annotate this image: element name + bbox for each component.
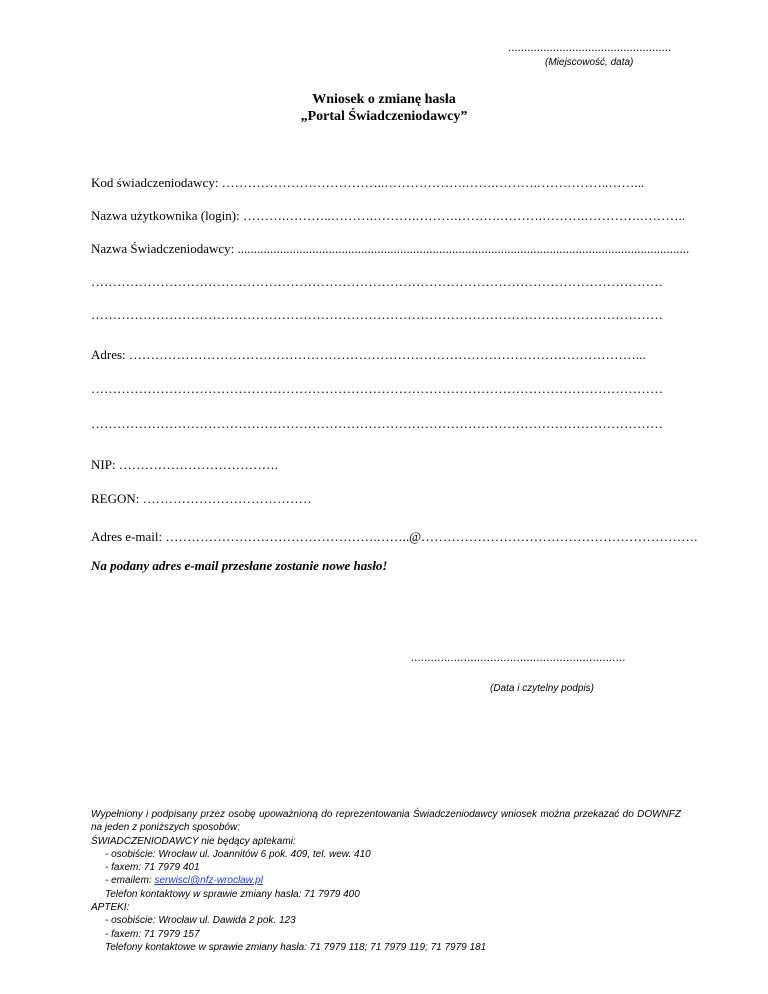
field-regon: REGON: ………………………………… (91, 491, 312, 506)
email-notice: Na podany adres e-mail przesłane zostanie nowe hasło! (91, 558, 388, 573)
field-adres-continuation-1: …………………………………………………………………………………………………………………… (91, 381, 663, 396)
pharmacies-fax: - faxem: 71 7979 157 (105, 928, 200, 940)
pharmacies-personal: - osobiście: Wrocław ul. Dawida 2 pok. 123 (105, 915, 296, 927)
field-adres-email: Adres e-mail: ………………………………………….……..@………………………………………………………. (91, 529, 698, 544)
providers-personal: - osobiście: Wrocław ul. Joannitów 6 pok. 409, tel. wew. 410 (105, 848, 371, 860)
place-date-dots: ................................................... (508, 40, 672, 54)
field-nazwa-continuation-1: …………………………………………………………………………………………………………………… (91, 274, 663, 289)
field-kod-swiadczeniodawcy: Kod świadczeniodawcy: ………………………………..……………….…….……….……………..……... (91, 175, 645, 190)
section-providers-title: ŚWIADCZENIODAWCY nie będący aptekami: (91, 835, 296, 847)
signature-caption: (Data i czytelny podpis) (490, 683, 594, 694)
submission-instructions (91, 808, 681, 954)
field-adres-continuation-2: …………………………………………………………………………………………………………………… (91, 416, 663, 431)
field-nazwa-swiadczeniodawcy: Nazwa Świadczeniodawcy: ........................................................................................................................................... (91, 241, 690, 256)
pharmacies-phone: Telefony kontaktowe w sprawie zmiany hasła: 71 7979 118; 71 7979 119; 71 7979 181 (105, 941, 487, 953)
document-title: Wniosek o zmianę hasła (312, 92, 456, 107)
providers-email-line (91, 874, 681, 887)
providers-email-prefix: - emailem: (105, 875, 155, 887)
providers-phone: Telefon kontaktowy w sprawie zmiany hasła: 71 7979 400 (105, 888, 360, 900)
document-subtitle: „Portal Świadczeniodawcy” (300, 109, 468, 124)
field-adres: Adres: ………………………………………………………………………………………………………... (91, 347, 646, 362)
place-date-caption: (Miejscowość, data) (545, 57, 634, 68)
field-nazwa-uzytkownika: Nazwa użytkownika (login): ……….………..……….……….……….……….……….……….………….……….. (91, 208, 685, 223)
instructions-intro: Wypełniony i podpisany przez osobę upoważnioną do reprezentowania Świadczeniodawcy wniosek można przekazać do DOWNFZ na jeden z poniższych sposobów: (91, 809, 681, 834)
field-nip: NIP: ………………………………. (91, 457, 279, 472)
section-pharmacies-title: APTEKI: (91, 902, 130, 914)
providers-email-link[interactable]: serwiscl@nfz-wroclaw.pl (154, 875, 263, 887)
field-nazwa-continuation-2: …………………………………………………………………………………………………………………… (91, 307, 663, 322)
signature-dots: ................................................................. (411, 650, 626, 664)
providers-fax: - faxem: 71 7979 401 (105, 862, 200, 874)
